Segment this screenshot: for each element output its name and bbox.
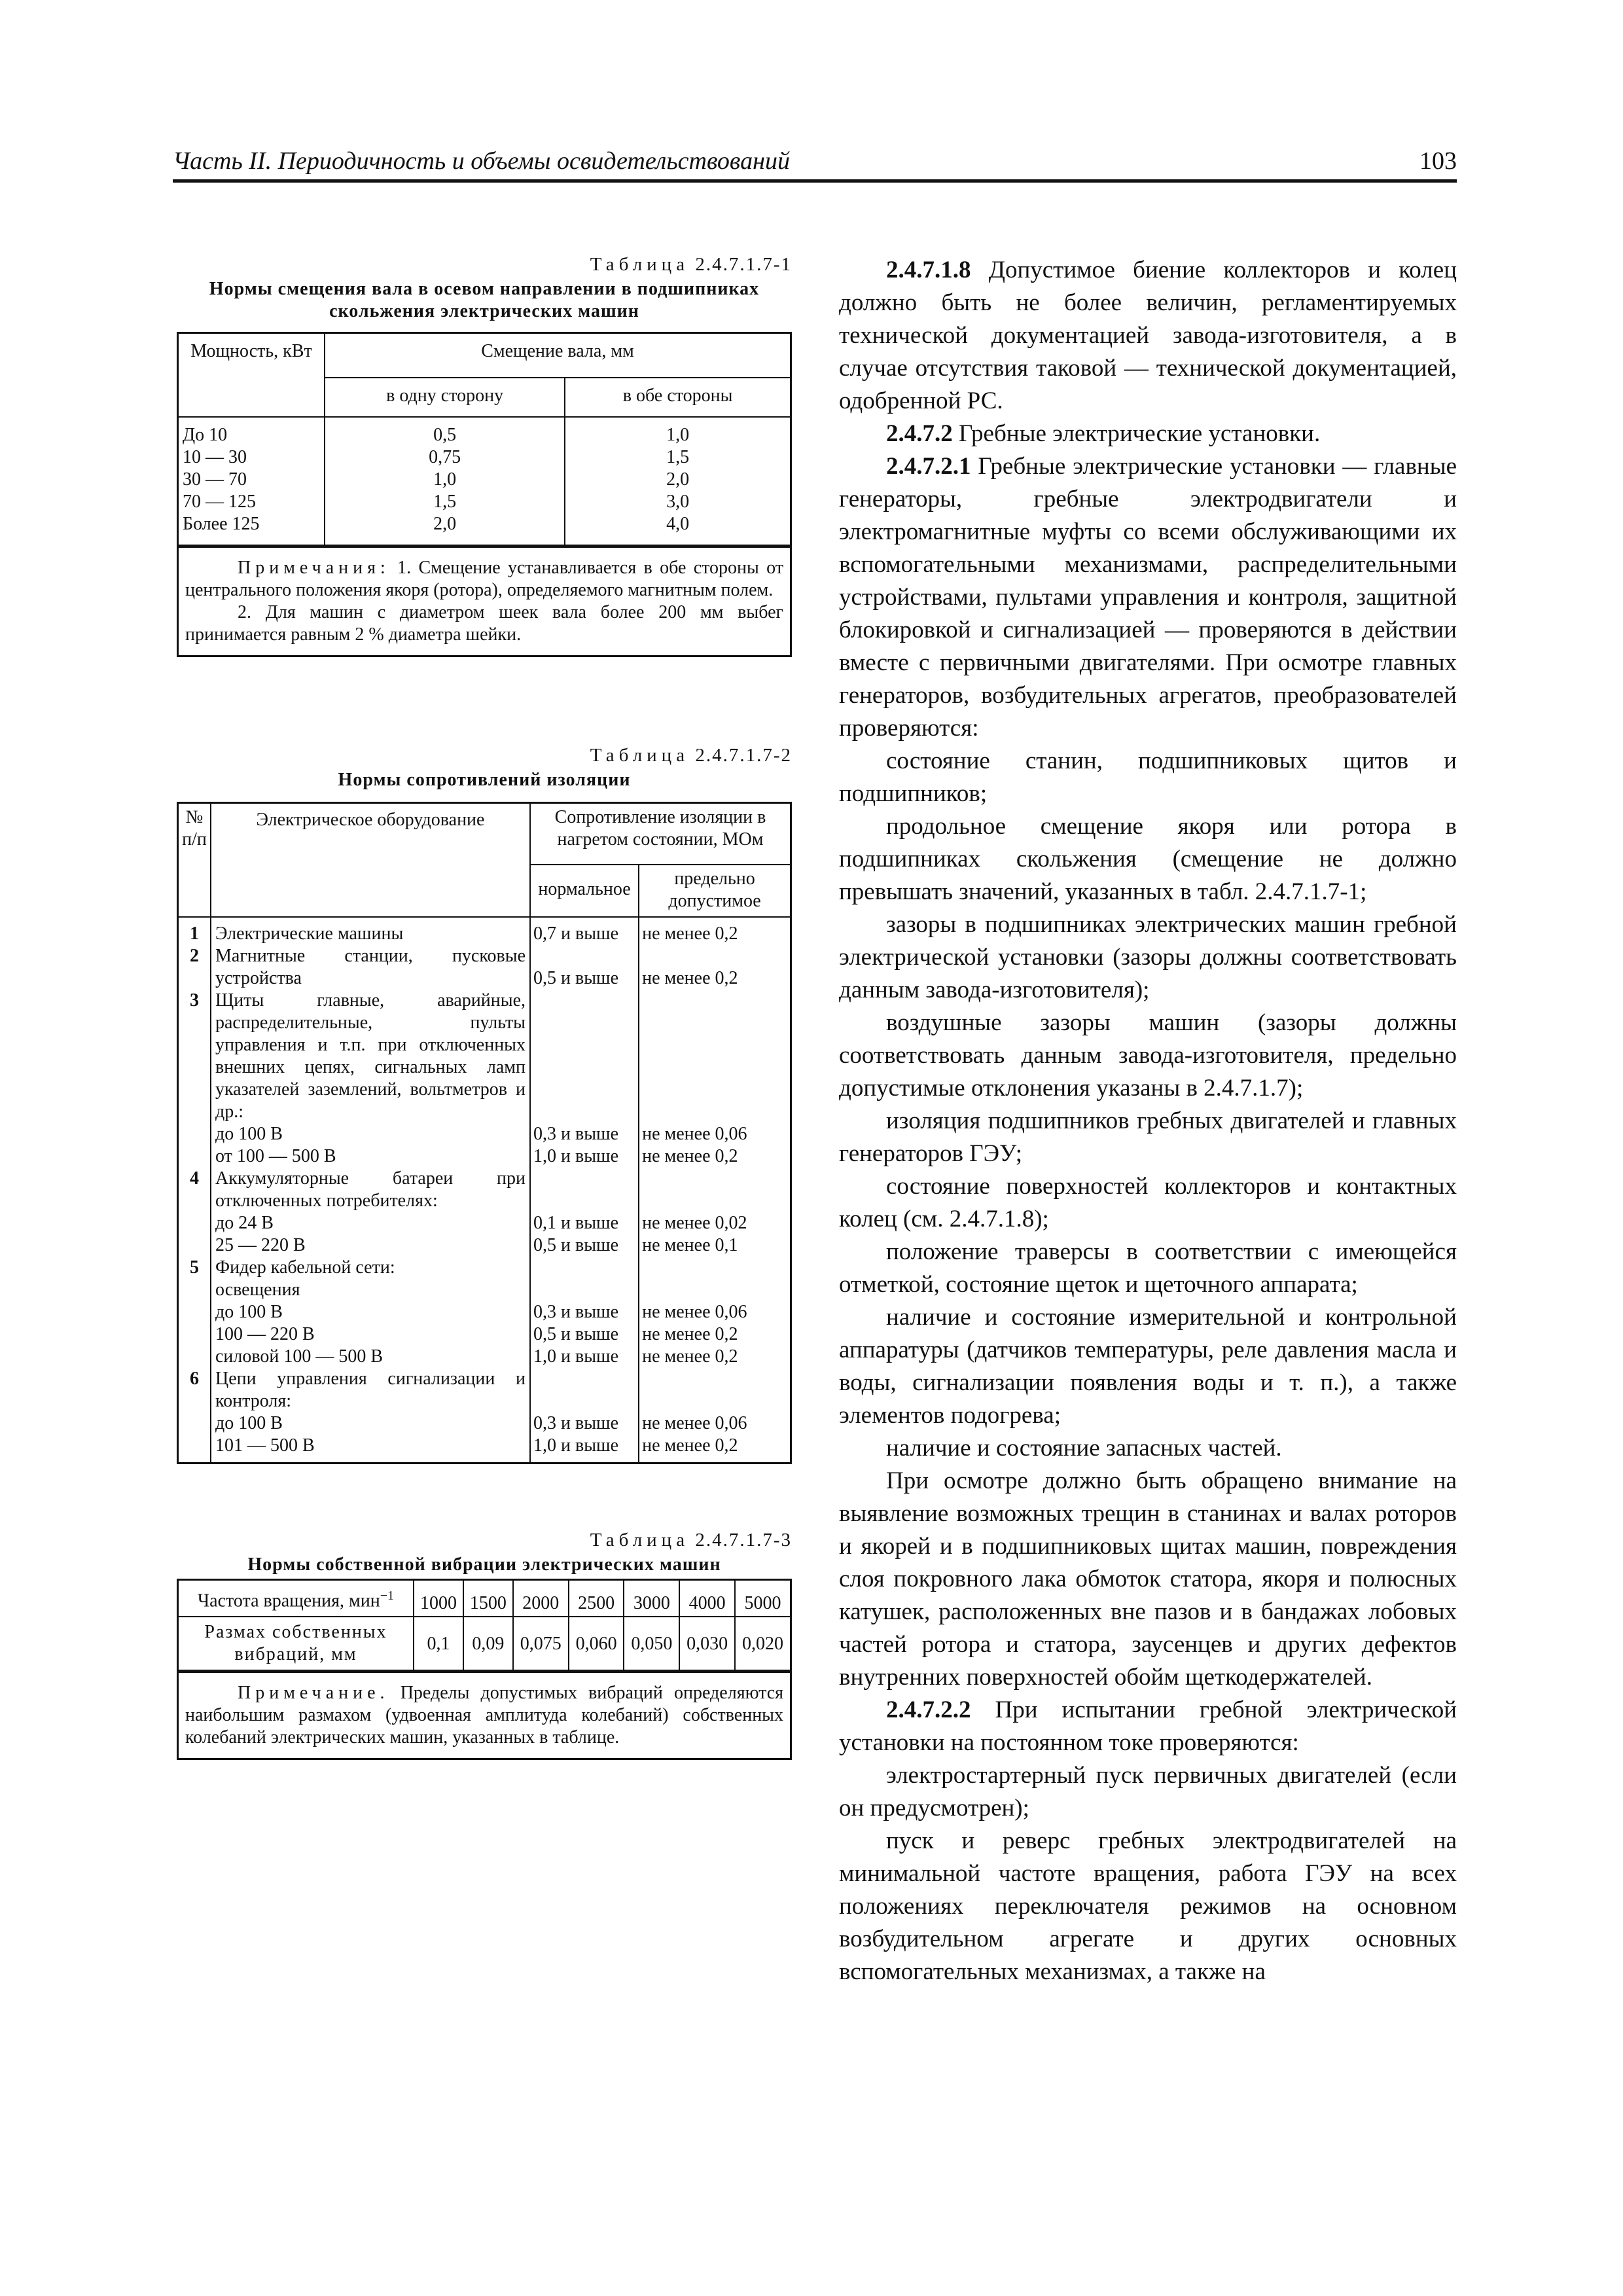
table2-header-limit: предельно допустимое xyxy=(639,865,791,917)
table2-spacer-cell xyxy=(211,1457,530,1463)
table2-cell-equipment: 100 — 220 В xyxy=(211,1323,530,1346)
table1-note xyxy=(177,547,792,657)
table1-cell-both-sides: 4,0 xyxy=(565,513,791,546)
table2-cell-equipment: Щиты главные, аварийные, распределительные, пульты управления и т.п. при отключенных внешних цепях, сигнальных ламп указателей заземлений, вольтметров и др.: xyxy=(211,990,530,1123)
table2-cell-limit xyxy=(639,1168,791,1212)
table2-cell-limit: не менее 0,2 xyxy=(639,1145,791,1168)
paragraph-text: Допустимое биение коллекторов и колец должно быть не более величин, регламентируемых технической документацией завода-изготовителя, а в случае отсутствия таковой — технической документацией, одобренной РС. xyxy=(839,257,1457,414)
table2-row xyxy=(178,1257,791,1279)
table1-row xyxy=(178,513,791,546)
table1-cell-one-side: 2,0 xyxy=(325,513,565,546)
paragraph-text: Гребные электрические установки — главные генераторы, гребные электродвигатели и электромагнитные муфты со всеми обслуживающими их вспомогательными механизмами, распределительными устройствами, пультами управления и контроля, защитной блокировкой и сигнализацией — проверяются в действии вместе с первичными двигателями. При осмотре главных генераторов, возбудительных агрегатов, преобразователей проверяются: xyxy=(839,453,1457,742)
table2-cell-normal xyxy=(530,1368,639,1412)
table2-row xyxy=(178,1301,791,1323)
table2-cell-no xyxy=(178,1212,211,1234)
table2-cell-normal: 0,5 и выше xyxy=(530,945,639,990)
table3-amplitude-cell: 0,075 xyxy=(513,1617,569,1671)
table2-cell-no: 1 xyxy=(190,924,199,944)
table2-cell-normal: 0,3 и выше xyxy=(530,1123,639,1145)
table2-cell-normal: 0,1 и выше xyxy=(530,1212,639,1234)
table2-row xyxy=(178,1435,791,1457)
table2-cell-no xyxy=(178,1301,211,1323)
left-column xyxy=(177,254,792,1760)
table2-cell-equipment: до 100 В xyxy=(211,1412,530,1435)
paragraph-text: электростартерный пуск первичных двигателей (если он предусмотрен); xyxy=(839,1762,1457,1821)
table1-header-both-sides: в обе стороны xyxy=(565,378,791,417)
body-paragraph xyxy=(839,1759,1457,1825)
table2-cell-limit: не менее 0,02 xyxy=(639,1212,791,1234)
page-number: 103 xyxy=(1419,147,1457,175)
table2-cell-normal: 0,5 и выше xyxy=(530,1234,639,1257)
table3-amplitude-cell: 0,050 xyxy=(624,1617,679,1671)
table2-cell-limit xyxy=(639,1279,791,1301)
table1-cell-both-sides: 2,0 xyxy=(565,469,791,491)
body-paragraph xyxy=(839,1170,1457,1236)
table1-row xyxy=(178,446,791,469)
body-paragraph xyxy=(839,1825,1457,1988)
table1-cell-both-sides: 3,0 xyxy=(565,491,791,513)
table2-cell-normal xyxy=(530,1257,639,1279)
paragraph-text: воздушные зазоры машин (зазоры должны соответствовать данным завода-изготовителя, предельно допустимые отклонения указаны в 2.4.7.1.7); xyxy=(839,1009,1457,1102)
table1-body xyxy=(178,417,791,546)
table2-row xyxy=(178,1145,791,1168)
table1-header-power: Мощность, кВт xyxy=(178,333,325,418)
body-paragraph xyxy=(839,1007,1457,1105)
paragraph-text: пуск и реверс гребных электродвигателей на минимальной частоте вращения, работа ГЭУ на всех положениях переключателя режимов на основном возбудительном агрегате и других основных вспомогательных механизмах, а также на xyxy=(839,1827,1457,1985)
table3-speed-label-sup: −1 xyxy=(380,1588,394,1603)
body-paragraph xyxy=(839,1105,1457,1170)
table2-caption xyxy=(177,745,792,766)
table3-note-label: Примечание. xyxy=(238,1683,389,1704)
table2-header-normal: нормальное xyxy=(530,865,639,917)
body-paragraph xyxy=(839,1236,1457,1301)
table2-cell-limit xyxy=(639,1257,791,1279)
body-paragraph xyxy=(839,418,1457,450)
table2-title: Нормы сопротивлений изоляции xyxy=(338,770,631,790)
table2-cell-normal xyxy=(530,990,639,1123)
table2-body xyxy=(178,917,791,1463)
table3-speed-cell: 5000 xyxy=(735,1580,791,1617)
table1-block xyxy=(177,254,792,657)
table2-cell-limit: не менее 0,06 xyxy=(639,1412,791,1435)
table2-cell-limit: не менее 0,1 xyxy=(639,1234,791,1257)
table3-speed-cell: 1500 xyxy=(463,1580,513,1617)
table2-cell-equipment: Магнитные станции, пусковые устройства xyxy=(211,945,530,990)
table2-header-no: № п/п xyxy=(178,803,211,918)
table1-cell-power: До 10 xyxy=(183,425,228,445)
table1-title: Нормы смещения вала в осевом направлении в подшипниках скольжения электрических машин xyxy=(209,279,760,321)
table3 xyxy=(177,1579,792,1672)
table2-cell-equipment: Фидер кабельной сети: xyxy=(211,1257,530,1279)
table2-cell-equipment: до 100 В xyxy=(211,1123,530,1145)
table1-row xyxy=(178,469,791,491)
paragraph-text: состояние поверхностей коллекторов и контактных колец (см. 2.4.7.1.8); xyxy=(839,1173,1457,1232)
table2-header-resistance: Сопротивление изоляции в нагретом состоянии, МОм xyxy=(530,803,791,865)
table2-cell-limit: не менее 0,2 xyxy=(639,1435,791,1457)
table2-bottom-spacer xyxy=(178,1457,791,1463)
table2-row xyxy=(178,1123,791,1145)
table2-row xyxy=(178,945,791,990)
table1-cell-both-sides: 1,0 xyxy=(565,417,791,446)
table2 xyxy=(177,802,792,1464)
table1-cell-power: 30 — 70 xyxy=(183,469,247,490)
table2-cell-equipment: до 100 В xyxy=(211,1301,530,1323)
body-paragraph xyxy=(839,810,1457,908)
table2-cell-normal: 1,0 и выше xyxy=(530,1145,639,1168)
table2-cell-no xyxy=(178,1123,211,1145)
section-number: 2.4.7.2 xyxy=(886,420,953,447)
table1-row xyxy=(178,417,791,446)
table2-cell-no xyxy=(178,1412,211,1435)
table1-header-one-side: в одну сторону xyxy=(325,378,565,417)
table2-row xyxy=(178,1412,791,1435)
table1-caption-label: Таблица xyxy=(590,254,690,275)
table1-cell-both-sides: 1,5 xyxy=(565,446,791,469)
table2-cell-no xyxy=(178,1145,211,1168)
table3-caption-number: 2.4.7.1.7-3 xyxy=(695,1530,792,1551)
table2-cell-equipment: от 100 — 500 В xyxy=(211,1145,530,1168)
table2-cell-normal xyxy=(530,1279,639,1301)
table2-cell-normal: 0,3 и выше xyxy=(530,1301,639,1323)
table3-title: Нормы собственной вибрации электрических машин xyxy=(247,1554,721,1575)
paragraph-text: При осмотре должно быть обращено внимание на выявление возможных трещин в станинах и валах роторов и якорей и в подшипниковых щитах машин, повреждения слоя покровного лака обмоток статора, якоря и полюсных катушек, расположенных вне пазов и в бандажах лобовых частей ротора и статора, заусенцев и других дефектов внутренних поверхностей обойм щеткодержателей. xyxy=(839,1467,1457,1691)
table2-spacer-cell xyxy=(178,1457,211,1463)
table2-cell-limit: не менее 0,2 xyxy=(639,945,791,990)
table2-cell-normal: 1,0 и выше xyxy=(530,1346,639,1368)
table2-cell-limit: не менее 0,2 xyxy=(639,1323,791,1346)
table2-cell-no: 2 xyxy=(190,946,199,966)
table2-spacer-cell xyxy=(639,1457,791,1463)
table3-speed-cell: 3000 xyxy=(624,1580,679,1617)
paragraph-text: положение траверсы в соответствии с имеющейся отметкой, состояние щеток и щеточного аппарата; xyxy=(839,1238,1457,1298)
table2-spacer-cell xyxy=(530,1457,639,1463)
paragraph-text: Гребные электрические установки. xyxy=(959,420,1321,447)
table2-cell-no xyxy=(178,1279,211,1301)
table2-cell-no: 4 xyxy=(190,1168,199,1189)
page-header xyxy=(173,141,1457,183)
table2-row xyxy=(178,1368,791,1412)
paragraph-text: наличие и состояние запасных частей. xyxy=(886,1435,1282,1462)
table3-note xyxy=(177,1672,792,1760)
table3-speed-cell: 4000 xyxy=(679,1580,735,1617)
table2-cell-normal xyxy=(530,1168,639,1212)
table2-cell-normal: 0,3 и выше xyxy=(530,1412,639,1435)
table1 xyxy=(177,332,792,547)
table2-cell-equipment: Аккумуляторные батареи при отключенных потребителях: xyxy=(211,1168,530,1212)
table2-cell-no xyxy=(178,1234,211,1257)
table1-caption-number: 2.4.7.1.7-1 xyxy=(695,254,792,275)
table2-cell-no: 5 xyxy=(190,1257,199,1278)
table2-header-equipment: Электрическое оборудование xyxy=(211,803,530,918)
table2-row xyxy=(178,1346,791,1368)
table2-cell-limit: не менее 0,06 xyxy=(639,1123,791,1145)
table1-note-label: Примечания: xyxy=(238,558,390,578)
table1-note-1: 1. Смещение устанавливается в обе стороны от центрального положения якоря (ротора), определяемого магнитным полем. xyxy=(185,558,784,600)
table2-cell-limit: не менее 0,2 xyxy=(639,917,791,945)
section-number: 2.4.7.2.2 xyxy=(886,1696,971,1723)
table2-cell-no xyxy=(178,1323,211,1346)
right-column xyxy=(839,254,1457,1988)
table2-caption-number: 2.4.7.1.7-2 xyxy=(695,745,792,766)
table3-amplitude-cell: 0,060 xyxy=(569,1617,624,1671)
table2-row xyxy=(178,1168,791,1212)
table1-cell-one-side: 1,5 xyxy=(325,491,565,513)
table3-amplitude-cell: 0,1 xyxy=(414,1617,463,1671)
table1-note-2: 2. Для машин с диаметром шеек вала более 200 мм выбег принимается равным 2 % диаметра шейки. xyxy=(185,602,783,645)
body-paragraph xyxy=(839,450,1457,745)
paragraph-text: зазоры в подшипниках электрических машин гребной электрической установки (зазоры должны соответствовать данным завода-изготовителя); xyxy=(839,911,1457,1003)
body-paragraph xyxy=(839,1465,1457,1694)
table2-row xyxy=(178,1212,791,1234)
table1-cell-power: Более 125 xyxy=(183,514,260,534)
paragraph-text: продольное смещение якоря или ротора в подшипниках скольжения (смещение не должно превышать значений, указанных в табл. 2.4.7.1.7-1; xyxy=(839,813,1457,905)
table3-note-text: Пределы допустимых вибраций определяются наибольшим размахом (удвоенная амплитуда колебаний) собственных колебаний электрических машин, указанных в таблице. xyxy=(185,1683,784,1748)
table2-cell-equipment: Цепи управления сигнализации и контроля: xyxy=(211,1368,530,1412)
table3-speed-cell: 2500 xyxy=(569,1580,624,1617)
table2-cell-equipment: 25 — 220 В xyxy=(211,1234,530,1257)
table2-cell-no: 3 xyxy=(190,990,199,1011)
table1-cell-power: 70 — 125 xyxy=(183,492,256,512)
table2-cell-no xyxy=(178,1346,211,1368)
table1-row xyxy=(178,491,791,513)
table2-cell-limit: не менее 0,06 xyxy=(639,1301,791,1323)
table3-speed-cell: 1000 xyxy=(414,1580,463,1617)
table1-header-shift: Смещение вала, мм xyxy=(325,333,791,378)
table2-cell-limit: не менее 0,2 xyxy=(639,1346,791,1368)
table2-cell-limit xyxy=(639,1368,791,1412)
table2-cell-normal: 0,7 и выше xyxy=(530,917,639,945)
table3-caption xyxy=(177,1530,792,1551)
body-paragraph xyxy=(839,1432,1457,1465)
paragraph-text: наличие и состояние измерительной и контрольной аппаратуры (датчиков температуры, реле давления масла и воды, сигнализации появления воды и т. п.), а также элементов подогрева; xyxy=(839,1304,1457,1429)
table3-amplitude-cell: 0,020 xyxy=(735,1617,791,1671)
body-paragraph xyxy=(839,254,1457,418)
table2-row xyxy=(178,1323,791,1346)
table3-speed-label xyxy=(178,1580,414,1617)
table3-amplitude-cell: 0,09 xyxy=(463,1617,513,1671)
table1-cell-one-side: 1,0 xyxy=(325,469,565,491)
table3-block xyxy=(177,1530,792,1760)
section-number: 2.4.7.2.1 xyxy=(886,453,971,480)
table3-caption-label: Таблица xyxy=(590,1530,690,1551)
table2-cell-no: 6 xyxy=(190,1369,199,1389)
table2-cell-equipment: Электрические машины xyxy=(211,917,530,945)
table2-cell-equipment: силовой 100 — 500 В xyxy=(211,1346,530,1368)
body-paragraph xyxy=(839,908,1457,1007)
table3-amplitude-cell: 0,030 xyxy=(679,1617,735,1671)
table2-row xyxy=(178,990,791,1123)
table2-cell-limit xyxy=(639,990,791,1123)
table2-cell-normal: 0,5 и выше xyxy=(530,1323,639,1346)
table3-speed-cell: 2000 xyxy=(513,1580,569,1617)
table1-cell-one-side: 0,5 xyxy=(325,417,565,446)
table2-row xyxy=(178,1234,791,1257)
body-paragraph xyxy=(839,1301,1457,1432)
paragraph-text: состояние станин, подшипниковых щитов и подшипников; xyxy=(839,747,1457,807)
table2-cell-equipment: 101 — 500 В xyxy=(211,1435,530,1457)
table2-caption-label: Таблица xyxy=(590,745,690,766)
table2-cell-no xyxy=(178,1435,211,1457)
table2-row xyxy=(178,917,791,945)
paragraph-text: изоляция подшипников гребных двигателей и главных генераторов ГЭУ; xyxy=(839,1107,1457,1167)
table1-cell-one-side: 0,75 xyxy=(325,446,565,469)
table2-row xyxy=(178,1279,791,1301)
paragraph-text: При испытании гребной электрической установки на постоянном токе проверяются: xyxy=(839,1696,1457,1756)
table2-cell-normal: 1,0 и выше xyxy=(530,1435,639,1457)
table2-cell-equipment: до 24 В xyxy=(211,1212,530,1234)
table2-cell-equipment: освещения xyxy=(211,1279,530,1301)
table3-amplitude-label: Размах собственных вибраций, мм xyxy=(204,1622,387,1665)
table3-speed-label-text: Частота вращения, мин xyxy=(197,1590,380,1611)
table2-block xyxy=(177,745,792,1464)
body-paragraph xyxy=(839,745,1457,810)
section-number: 2.4.7.1.8 xyxy=(886,257,971,283)
body-paragraph xyxy=(839,1694,1457,1759)
header-title: Часть II. Периодичность и объемы освидетельствований xyxy=(173,147,791,175)
table1-caption xyxy=(177,254,792,276)
table1-cell-power: 10 — 30 xyxy=(183,447,247,467)
